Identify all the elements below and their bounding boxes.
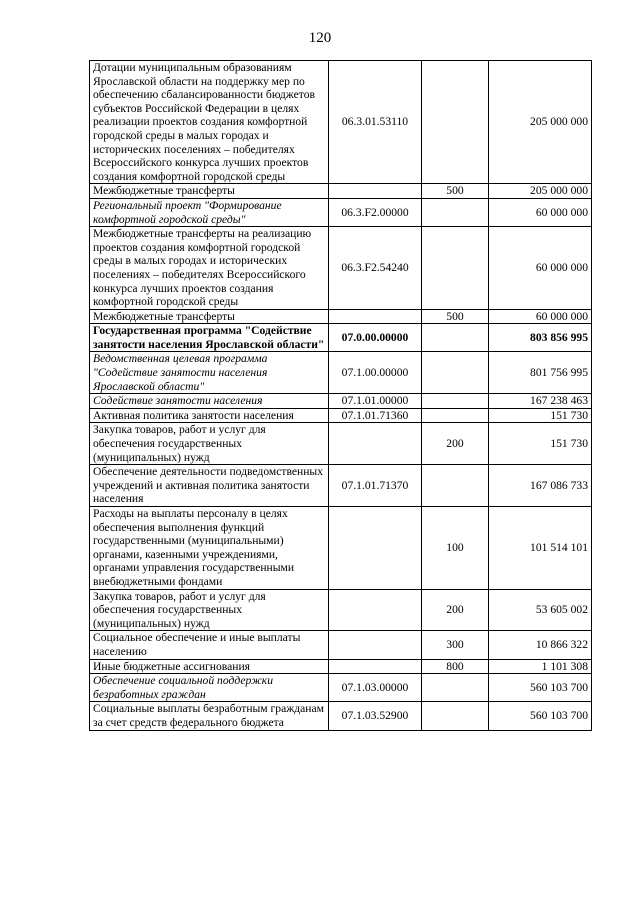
row-expense-type-cell: 300 bbox=[422, 631, 489, 659]
row-code-cell bbox=[329, 589, 422, 631]
row-name-cell: Межбюджетные трансферты bbox=[90, 309, 329, 324]
row-name-cell: Закупка товаров, работ и услуг для обеспечения государственных (муниципальных) нужд bbox=[90, 423, 329, 465]
table-row bbox=[90, 324, 592, 352]
row-code-cell: 07.1.03.52900 bbox=[329, 702, 422, 730]
row-name-cell: Содействие занятости населения bbox=[90, 394, 329, 409]
row-code-cell: 07.1.01.71360 bbox=[329, 408, 422, 423]
row-code-cell: 07.1.03.00000 bbox=[329, 674, 422, 702]
row-expense-type-cell: 500 bbox=[422, 184, 489, 199]
row-expense-type-cell bbox=[422, 674, 489, 702]
row-amount-cell: 60 000 000 bbox=[489, 227, 592, 310]
row-expense-type-cell: 800 bbox=[422, 659, 489, 674]
row-amount-cell: 60 000 000 bbox=[489, 309, 592, 324]
row-amount-cell: 1 101 308 bbox=[489, 659, 592, 674]
row-name-cell: Обеспечение деятельности подведомственных учреждений и активная политика занятости населения bbox=[90, 465, 329, 507]
row-amount-cell: 560 103 700 bbox=[489, 674, 592, 702]
row-name-cell: Активная политика занятости населения bbox=[90, 408, 329, 423]
row-amount-cell: 151 730 bbox=[489, 423, 592, 465]
page-number: 120 bbox=[308, 30, 332, 46]
table-row bbox=[90, 408, 592, 423]
table-row bbox=[90, 507, 592, 590]
row-amount-cell: 803 856 995 bbox=[489, 324, 592, 352]
row-amount-cell: 560 103 700 bbox=[489, 702, 592, 730]
row-name-cell: Региональный проект "Формирование комфортной городской среды" bbox=[90, 198, 329, 226]
row-code-cell bbox=[329, 423, 422, 465]
budget-table-body bbox=[90, 61, 592, 731]
row-name-cell: Государственная программа "Содействие занятости населения Ярославской области" bbox=[90, 324, 329, 352]
row-code-cell bbox=[329, 184, 422, 199]
row-code-cell: 06.3.01.53110 bbox=[329, 61, 422, 184]
row-expense-type-cell: 100 bbox=[422, 507, 489, 590]
row-name-cell: Социальные выплаты безработным гражданам за счет средств федерального бюджета bbox=[90, 702, 329, 730]
row-code-cell: 06.3.F2.54240 bbox=[329, 227, 422, 310]
row-name-cell: Расходы на выплаты персоналу в целях обеспечения выполнения функций государственными (муниципальными) органами, казенными учреждениями, органами управления государственными внебюджетными фондами bbox=[90, 507, 329, 590]
row-amount-cell: 53 605 002 bbox=[489, 589, 592, 631]
row-amount-cell: 205 000 000 bbox=[489, 61, 592, 184]
row-amount-cell: 60 000 000 bbox=[489, 198, 592, 226]
row-expense-type-cell bbox=[422, 702, 489, 730]
table-row bbox=[90, 702, 592, 730]
table-row bbox=[90, 198, 592, 226]
row-code-cell: 07.1.00.00000 bbox=[329, 352, 422, 394]
row-name-cell: Обеспечение социальной поддержки безработных граждан bbox=[90, 674, 329, 702]
table-row bbox=[90, 227, 592, 310]
row-name-cell: Ведомственная целевая программа "Содействие занятости населения Ярославской области" bbox=[90, 352, 329, 394]
table-row bbox=[90, 423, 592, 465]
row-expense-type-cell bbox=[422, 408, 489, 423]
table-row bbox=[90, 61, 592, 184]
table-row bbox=[90, 674, 592, 702]
table-row bbox=[90, 589, 592, 631]
table-row bbox=[90, 659, 592, 674]
row-code-cell bbox=[329, 507, 422, 590]
row-name-cell: Социальное обеспечение и иные выплаты населению bbox=[90, 631, 329, 659]
row-expense-type-cell bbox=[422, 227, 489, 310]
table-row bbox=[90, 631, 592, 659]
row-expense-type-cell bbox=[422, 465, 489, 507]
row-expense-type-cell bbox=[422, 198, 489, 226]
row-expense-type-cell bbox=[422, 394, 489, 409]
row-name-cell: Межбюджетные трансферты bbox=[90, 184, 329, 199]
row-name-cell: Дотации муниципальным образованиям Ярославской области на поддержку мер по обеспечению сбалансированности бюджетов субъектов Российской Федерации в целях реализации проектов создания комфортной городской среды в малых городах и исторических поселениях – победителях Всероссийского конкурса лучших проектов создания комфортной городской среды bbox=[90, 61, 329, 184]
row-expense-type-cell bbox=[422, 352, 489, 394]
row-amount-cell: 10 866 322 bbox=[489, 631, 592, 659]
budget-table bbox=[89, 60, 592, 731]
row-code-cell: 06.3.F2.00000 bbox=[329, 198, 422, 226]
table-row bbox=[90, 184, 592, 199]
row-amount-cell: 205 000 000 bbox=[489, 184, 592, 199]
row-expense-type-cell: 200 bbox=[422, 423, 489, 465]
row-amount-cell: 167 086 733 bbox=[489, 465, 592, 507]
row-code-cell bbox=[329, 631, 422, 659]
table-row bbox=[90, 309, 592, 324]
row-amount-cell: 801 756 995 bbox=[489, 352, 592, 394]
row-code-cell: 07.0.00.00000 bbox=[329, 324, 422, 352]
row-amount-cell: 167 238 463 bbox=[489, 394, 592, 409]
table-row bbox=[90, 352, 592, 394]
row-expense-type-cell: 500 bbox=[422, 309, 489, 324]
table-row bbox=[90, 394, 592, 409]
row-amount-cell: 151 730 bbox=[489, 408, 592, 423]
row-name-cell: Закупка товаров, работ и услуг для обеспечения государственных (муниципальных) нужд bbox=[90, 589, 329, 631]
row-name-cell: Иные бюджетные ассигнования bbox=[90, 659, 329, 674]
row-code-cell bbox=[329, 659, 422, 674]
row-name-cell: Межбюджетные трансферты на реализацию проектов создания комфортной городской среды в малых городах и исторических поселениях – победителях Всероссийского конкурса лучших проектов создания комфортной городской среды bbox=[90, 227, 329, 310]
row-code-cell bbox=[329, 309, 422, 324]
row-expense-type-cell bbox=[422, 61, 489, 184]
row-expense-type-cell bbox=[422, 324, 489, 352]
row-code-cell: 07.1.01.71370 bbox=[329, 465, 422, 507]
row-expense-type-cell: 200 bbox=[422, 589, 489, 631]
table-row bbox=[90, 465, 592, 507]
row-code-cell: 07.1.01.00000 bbox=[329, 394, 422, 409]
row-amount-cell: 101 514 101 bbox=[489, 507, 592, 590]
